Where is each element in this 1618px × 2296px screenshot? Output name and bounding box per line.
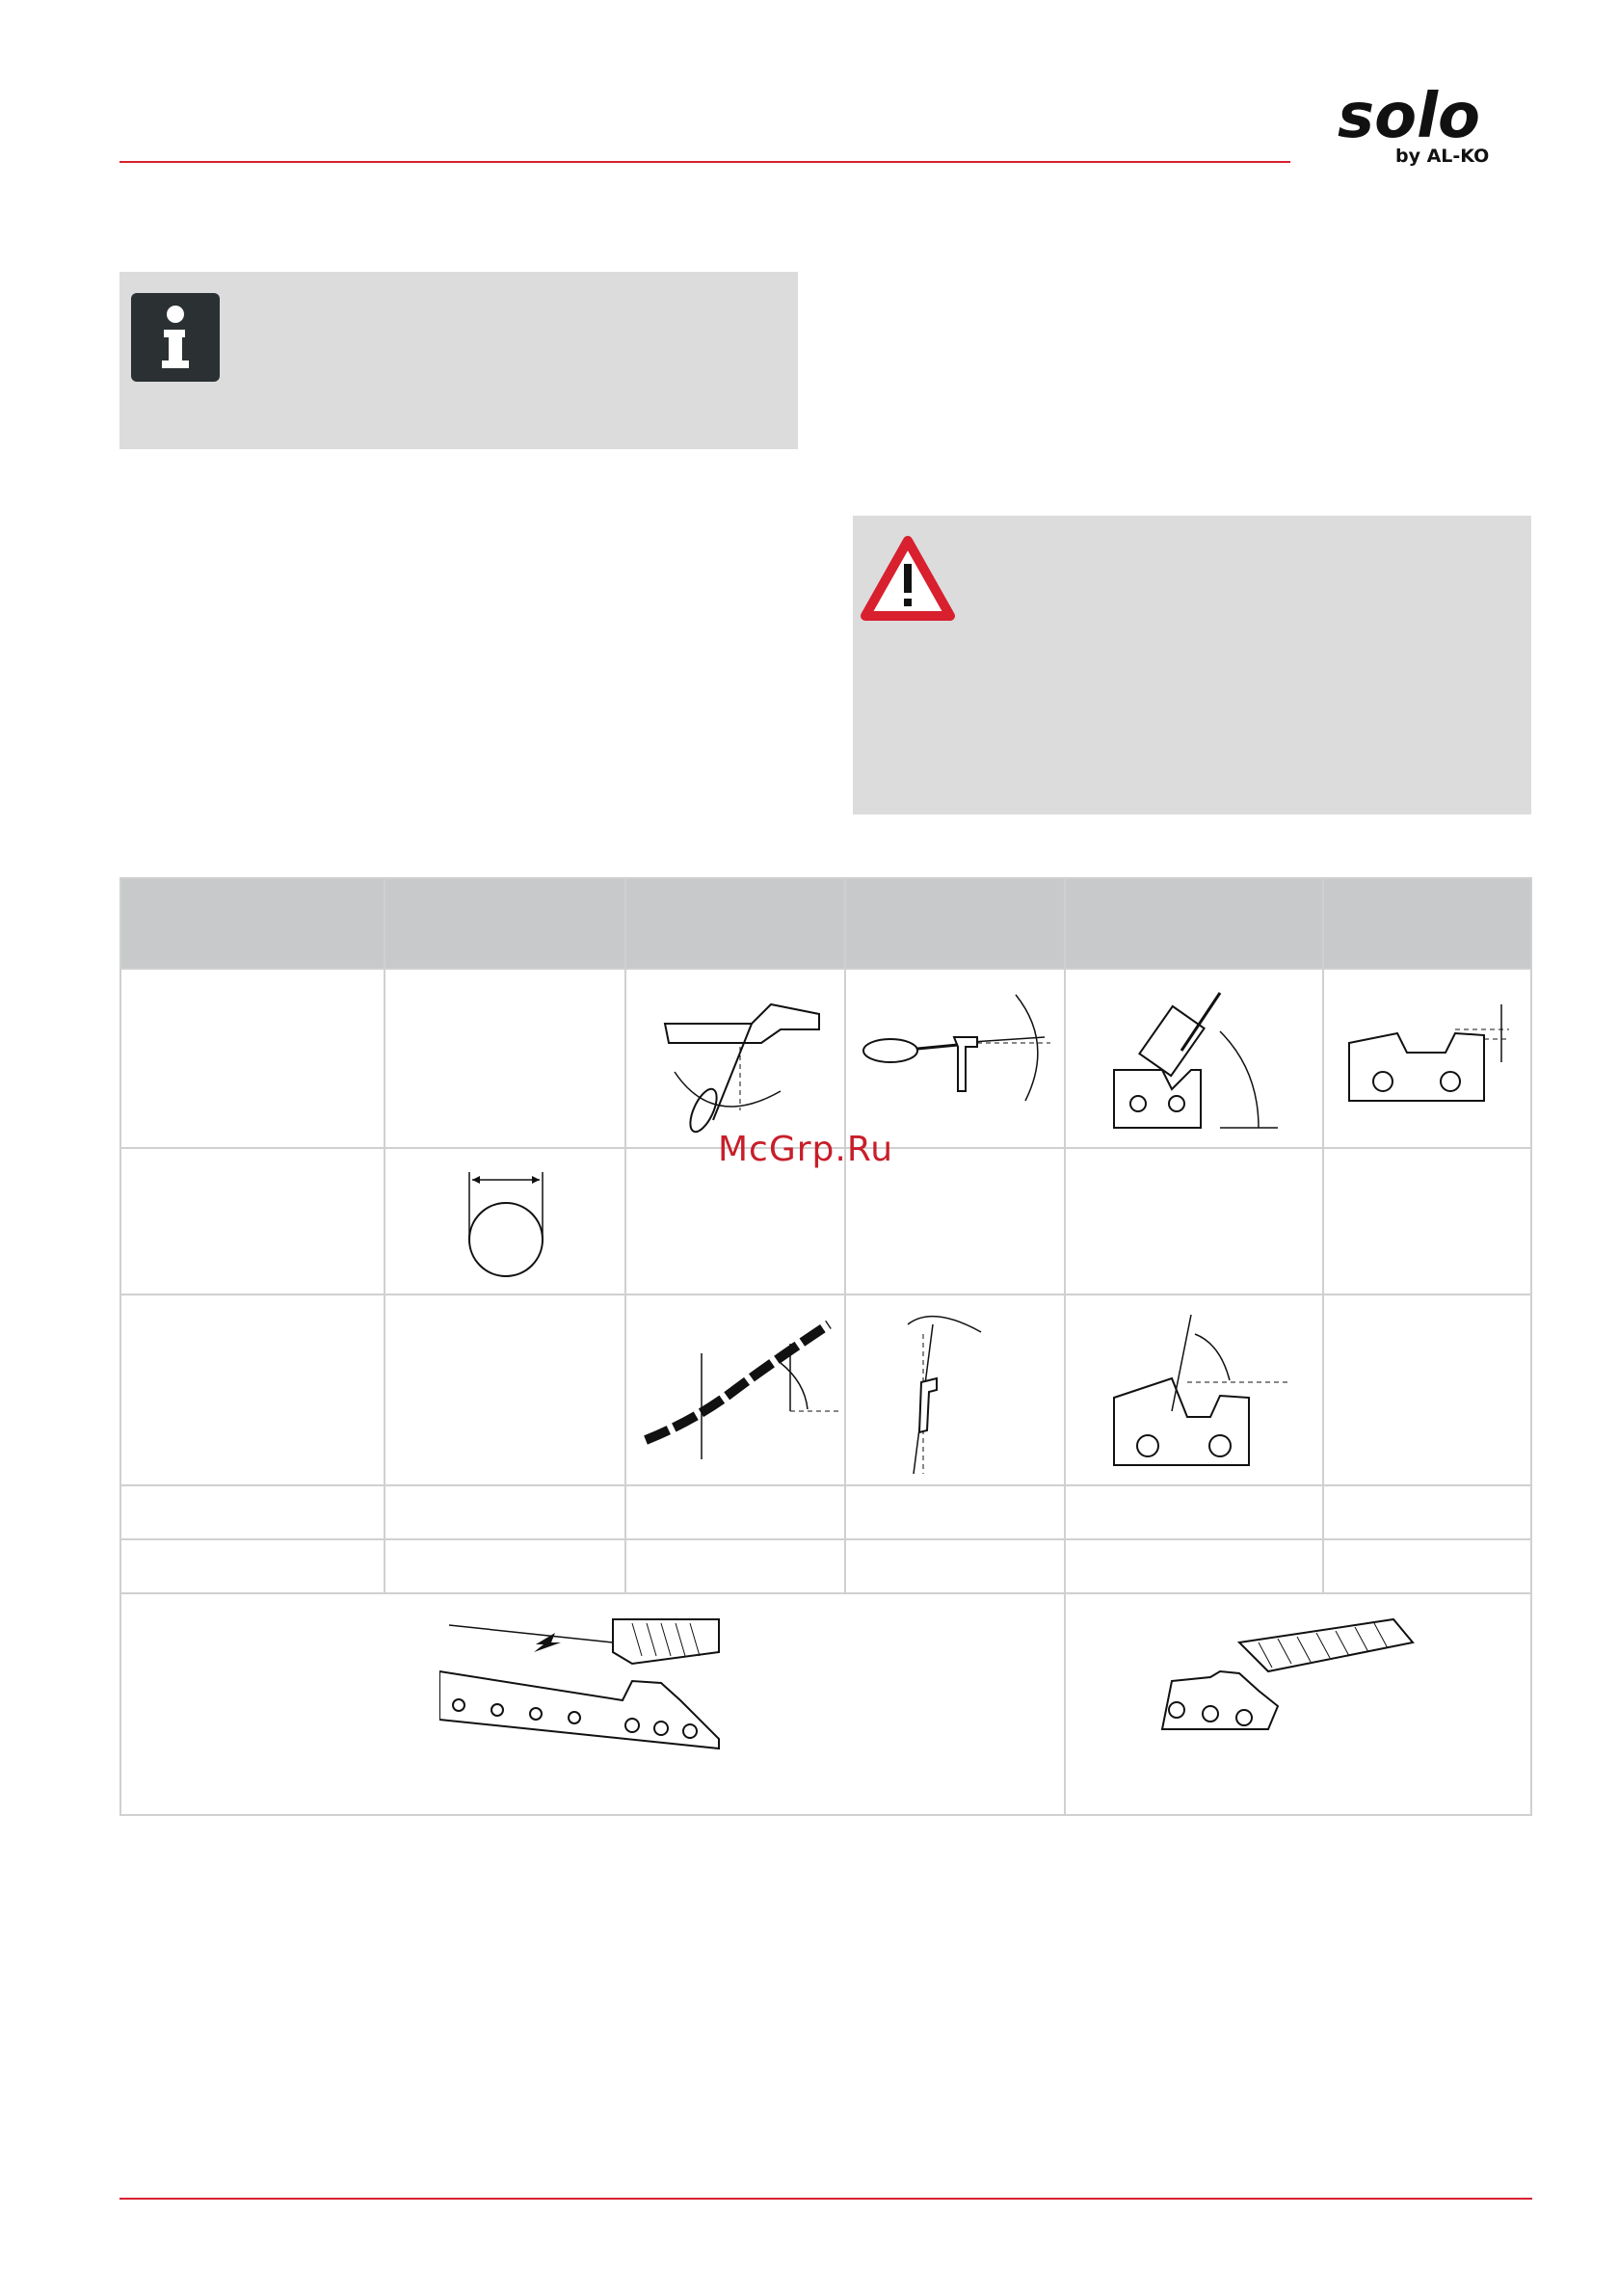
cutter-side-angle-figure (904, 1305, 1020, 1479)
svg-text:by AL-KO: by AL-KO (1395, 146, 1490, 167)
table-cell (626, 1486, 846, 1540)
table-cell (1324, 1540, 1530, 1594)
table-cell (1324, 1149, 1530, 1295)
table-header-cell (846, 879, 1066, 970)
table-cell (385, 1540, 626, 1594)
table-cell (1066, 1540, 1324, 1594)
table-cell (385, 1149, 626, 1295)
table-cell (626, 970, 846, 1149)
table-cell (121, 1594, 1066, 1814)
table-cell (121, 1486, 385, 1540)
table-cell (846, 1540, 1066, 1594)
table-cell (1066, 1149, 1324, 1295)
table-cell (385, 1486, 626, 1540)
table-cell (846, 1486, 1066, 1540)
table-header-cell (626, 879, 846, 970)
depth-gauge-tool-chain-figure (439, 1614, 729, 1758)
file-diameter-figure (453, 1162, 559, 1282)
table-cell (846, 970, 1066, 1149)
table-header-cell (1066, 879, 1324, 970)
table-cell (846, 1149, 1066, 1295)
table-header-cell (1324, 879, 1530, 970)
depth-gauge-file-figure (1153, 1614, 1442, 1758)
file-angle-figure (655, 985, 829, 1139)
table-cell (121, 1540, 385, 1594)
table-header-cell (385, 879, 626, 970)
table-cell (121, 970, 385, 1149)
sharpening-table (119, 877, 1532, 1816)
info-icon (131, 293, 220, 382)
table-cell (385, 970, 626, 1149)
table-cell (626, 1295, 846, 1486)
table-cell (121, 1149, 385, 1295)
table-header-cell (121, 879, 385, 970)
table-cell (1324, 1486, 1530, 1540)
table-cell (1066, 1295, 1324, 1486)
info-notice (119, 272, 798, 449)
table-cell (1066, 1486, 1324, 1540)
table-cell (121, 1295, 385, 1486)
warning-triangle-icon (860, 535, 956, 622)
depth-gauge-figure (1339, 985, 1513, 1120)
table-cell (626, 1149, 846, 1295)
table-cell (1324, 1295, 1530, 1486)
table-cell (1324, 970, 1530, 1149)
table-cell (1066, 970, 1324, 1149)
footer-rule (119, 2198, 1532, 2200)
watermark: McGrp.Ru (718, 1130, 894, 1169)
table-cell (385, 1295, 626, 1486)
file-guide-figure (1104, 983, 1297, 1137)
table-cell (1066, 1594, 1530, 1814)
svg-text:solo: solo (1338, 81, 1480, 152)
table-cell (626, 1540, 846, 1594)
chain-top-angle-figure (636, 1305, 838, 1469)
cutter-profile-figure (1104, 1305, 1287, 1469)
brand-logo (1330, 79, 1503, 175)
header-rule (119, 161, 1290, 163)
table-cell (846, 1295, 1066, 1486)
file-tilt-figure (862, 985, 1054, 1120)
